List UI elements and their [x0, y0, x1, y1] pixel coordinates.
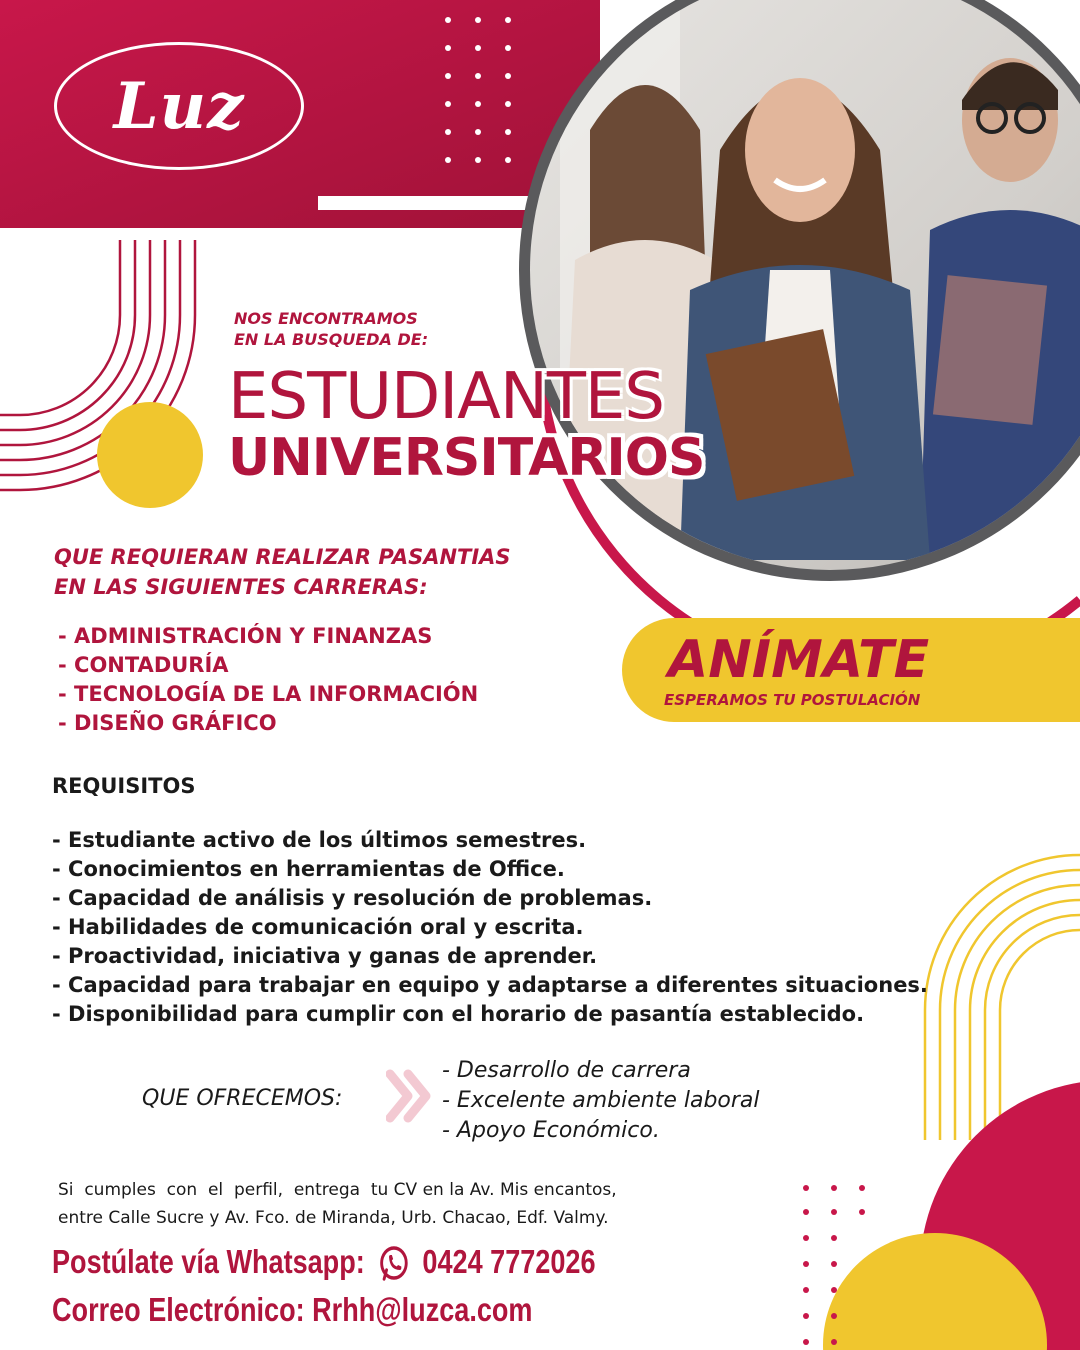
title-estudiantes: ESTUDIANTES [228, 360, 664, 434]
title-universitarios: UNIVERSITARIOS [228, 428, 705, 488]
whatsapp-contact [52, 1242, 596, 1284]
requirement-item: - Proactividad, iniciativa y ganas de aprender. [52, 944, 598, 968]
cta-title: ANÍMATE [668, 630, 930, 690]
whatsapp-icon [377, 1244, 410, 1284]
double-chevron-right-icon [386, 1068, 432, 1124]
headline-intro [234, 308, 554, 350]
offer-item: - Desarrollo de carrera [442, 1058, 691, 1083]
address-line2: entre Calle Sucre y Av. Fco. de Miranda, Urb. Chacao, Edf. Valmy. [58, 1208, 609, 1228]
requirement-item: - Conocimientos en herramientas de Office. [52, 857, 565, 881]
email-address[interactable]: Rrhh@luzca.com [312, 1291, 533, 1328]
offer-item: - Apoyo Económico. [442, 1118, 660, 1143]
careers-list [58, 622, 618, 738]
requirement-item: - Disponibilidad para cumplir con el horario de pasantía establecido. [52, 1002, 865, 1026]
requirements-list [52, 826, 928, 1029]
headline-intro-line2: EN LA BUSQUEDA DE: [234, 330, 429, 349]
requirement-item: - Capacidad de análisis y resolución de problemas. [52, 886, 653, 910]
cta-subtitle: ESPERAMOS TU POSTULACIÓN [664, 691, 921, 709]
offer-label: QUE OFRECEMOS: [142, 1086, 343, 1111]
career-item: - ADMINISTRACIÓN Y FINANZAS [58, 624, 433, 648]
career-item: - TECNOLOGÍA DE LA INFORMACIÓN [58, 682, 479, 706]
yellow-circle-left [97, 402, 203, 508]
whatsapp-label: Postúlate vía Whatsapp: [52, 1243, 365, 1280]
address-line1: Si cumples con el perfil, entrega tu CV en la Av. Mis encantos, [58, 1180, 617, 1200]
careers-intro-line1: QUE REQUIERAN REALIZAR PASANTIAS [54, 545, 511, 569]
luz-logo [54, 42, 304, 170]
students-photo [520, 0, 1080, 580]
email-label: Correo Electrónico: [52, 1291, 305, 1328]
requirement-item: - Habilidades de comunicación oral y escrita. [52, 915, 584, 939]
requirements-title: REQUISITOS [52, 774, 196, 798]
careers-intro [54, 542, 614, 602]
offer-list [442, 1056, 760, 1146]
requirement-item: - Capacidad para trabajar en equipo y adaptarse a diferentes situaciones. [52, 973, 928, 997]
offer-item: - Excelente ambiente laboral [442, 1088, 760, 1113]
careers-intro-line2: EN LAS SIGUIENTES CARRERAS: [54, 575, 428, 599]
requirement-item: - Estudiante activo de los últimos semestres. [52, 828, 587, 852]
logo-text: Luz [113, 68, 245, 144]
headline-intro-line1: NOS ENCONTRAMOS [234, 309, 418, 328]
career-item: - DISEÑO GRÁFICO [58, 711, 277, 735]
whatsapp-number[interactable]: 0424 7772026 [422, 1243, 596, 1280]
career-item: - CONTADURÍA [58, 653, 229, 677]
address-text [58, 1176, 798, 1232]
email-contact [52, 1290, 532, 1330]
